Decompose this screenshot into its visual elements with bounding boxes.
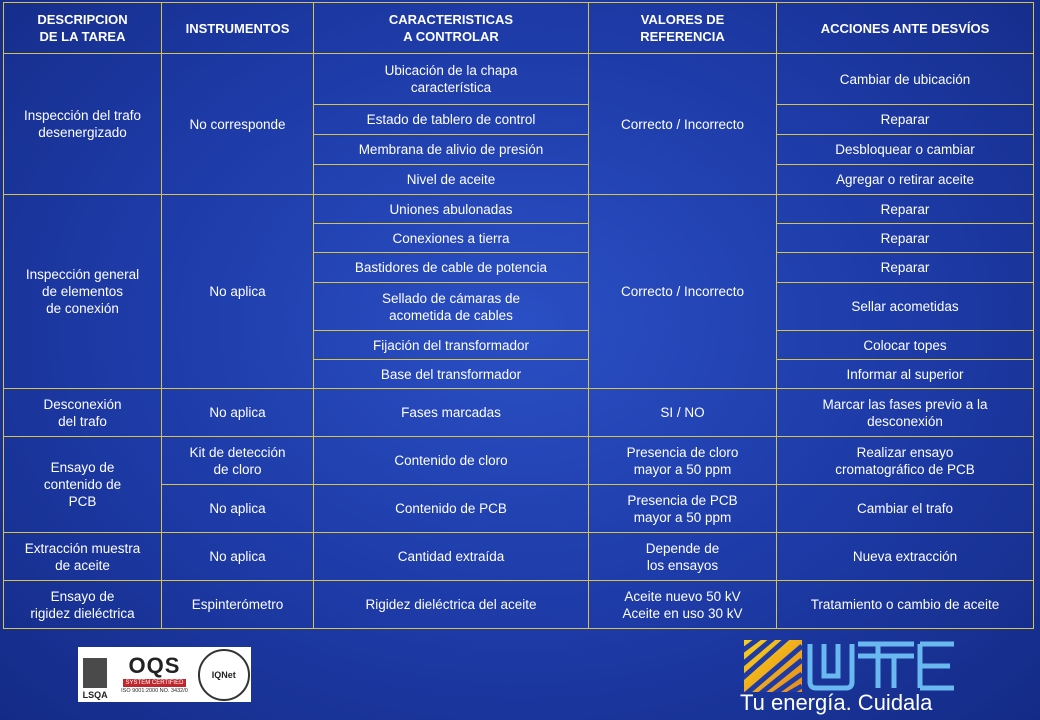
reference-cell: SI / NO — [589, 389, 777, 437]
characteristic-cell: Contenido de PCB — [314, 485, 589, 533]
task-cell: Ensayo de contenido de PCB — [4, 437, 162, 533]
action-cell: Informar al superior — [777, 360, 1034, 389]
table-row — [4, 195, 1034, 224]
ute-letters-icon — [810, 644, 954, 688]
characteristic-cell: Sellado de cámaras de acometida de cables — [314, 283, 589, 331]
characteristic-cell: Fijación del transformador — [314, 331, 589, 360]
reference-cell: Correcto / Incorrecto — [589, 54, 777, 195]
instrument-cell: No aplica — [162, 195, 314, 389]
header-task: DESCRIPCION DE LA TAREA — [4, 3, 162, 54]
action-cell: Reparar — [777, 105, 1034, 135]
action-cell: Marcar las fases previo a la desconexión — [777, 389, 1034, 437]
characteristic-cell: Cantidad extraída — [314, 533, 589, 581]
slogan: Tu energía. Cuidala — [740, 690, 933, 715]
action-cell: Nueva extracción — [777, 533, 1034, 581]
table-row — [4, 533, 1034, 581]
iqnet-logo: IQNet — [198, 649, 250, 701]
header-actions: ACCIONES ANTE DESVÍOS — [777, 3, 1034, 54]
characteristic-cell: Conexiones a tierra — [314, 224, 589, 253]
instrument-cell: Espinterómetro — [162, 581, 314, 629]
instrument-cell: No aplica — [162, 533, 314, 581]
ute-stripes-icon — [744, 640, 802, 692]
reference-cell: Presencia de cloro mayor a 50 ppm — [589, 437, 777, 485]
reference-cell: Aceite nuevo 50 kV Aceite en uso 30 kV — [589, 581, 777, 629]
characteristic-cell: Membrana de alivio de presión — [314, 135, 589, 165]
certification-logos — [78, 647, 251, 702]
action-cell: Desbloquear o cambiar — [777, 135, 1034, 165]
action-cell: Cambiar el trafo — [777, 485, 1034, 533]
characteristic-cell: Bastidores de cable de potencia — [314, 253, 589, 283]
table-row — [4, 437, 1034, 485]
table-header-row — [4, 3, 1034, 54]
reference-cell: Depende de los ensayos — [589, 533, 777, 581]
lsqa-logo: LSQA — [79, 650, 111, 700]
table-row — [4, 389, 1034, 437]
ute-logo — [744, 640, 956, 692]
characteristic-cell: Estado de tablero de control — [314, 105, 589, 135]
header-reference: VALORES DE REFERENCIA — [589, 3, 777, 54]
characteristic-cell: Nivel de aceite — [314, 165, 589, 195]
reference-cell: Presencia de PCB mayor a 50 ppm — [589, 485, 777, 533]
characteristic-cell: Contenido de cloro — [314, 437, 589, 485]
instrument-cell: No aplica — [162, 389, 314, 437]
characteristic-cell: Base del transformador — [314, 360, 589, 389]
action-cell: Tratamiento o cambio de aceite — [777, 581, 1034, 629]
action-cell: Reparar — [777, 224, 1034, 253]
action-cell: Realizar ensayo cromatográfico de PCB — [777, 437, 1034, 485]
characteristic-cell: Ubicación de la chapa característica — [314, 54, 589, 105]
characteristic-cell: Rigidez dieléctrica del aceite — [314, 581, 589, 629]
header-characteristics: CARACTERISTICAS A CONTROLAR — [314, 3, 589, 54]
header-instruments: INSTRUMENTOS — [162, 3, 314, 54]
instrument-cell: Kit de detección de cloro — [162, 437, 314, 485]
task-cell: Inspección general de elementos de conexión — [4, 195, 162, 389]
task-cell: Desconexión del trafo — [4, 389, 162, 437]
task-cell: Inspección del trafo desenergizado — [4, 54, 162, 195]
reference-cell: Correcto / Incorrecto — [589, 195, 777, 389]
table-row — [4, 581, 1034, 629]
instrument-cell: No aplica — [162, 485, 314, 533]
action-cell: Colocar topes — [777, 331, 1034, 360]
characteristic-cell: Fases marcadas — [314, 389, 589, 437]
action-cell: Agregar o retirar aceite — [777, 165, 1034, 195]
action-cell: Cambiar de ubicación — [777, 54, 1034, 105]
action-cell: Reparar — [777, 253, 1034, 283]
instrument-cell: No corresponde — [162, 54, 314, 195]
action-cell: Sellar acometidas — [777, 283, 1034, 331]
characteristic-cell: Uniones abulonadas — [314, 195, 589, 224]
task-cell: Extracción muestra de aceite — [4, 533, 162, 581]
maintenance-table — [3, 2, 1034, 629]
action-cell: Reparar — [777, 195, 1034, 224]
lsqa-mark-icon — [83, 658, 107, 688]
table-row — [4, 54, 1034, 105]
task-cell: Ensayo de rigidez dieléctrica — [4, 581, 162, 629]
oqs-logo: OQS SYSTEM CERTIFIED ISO 9001:2000 NO. 3432/0 — [121, 653, 188, 694]
